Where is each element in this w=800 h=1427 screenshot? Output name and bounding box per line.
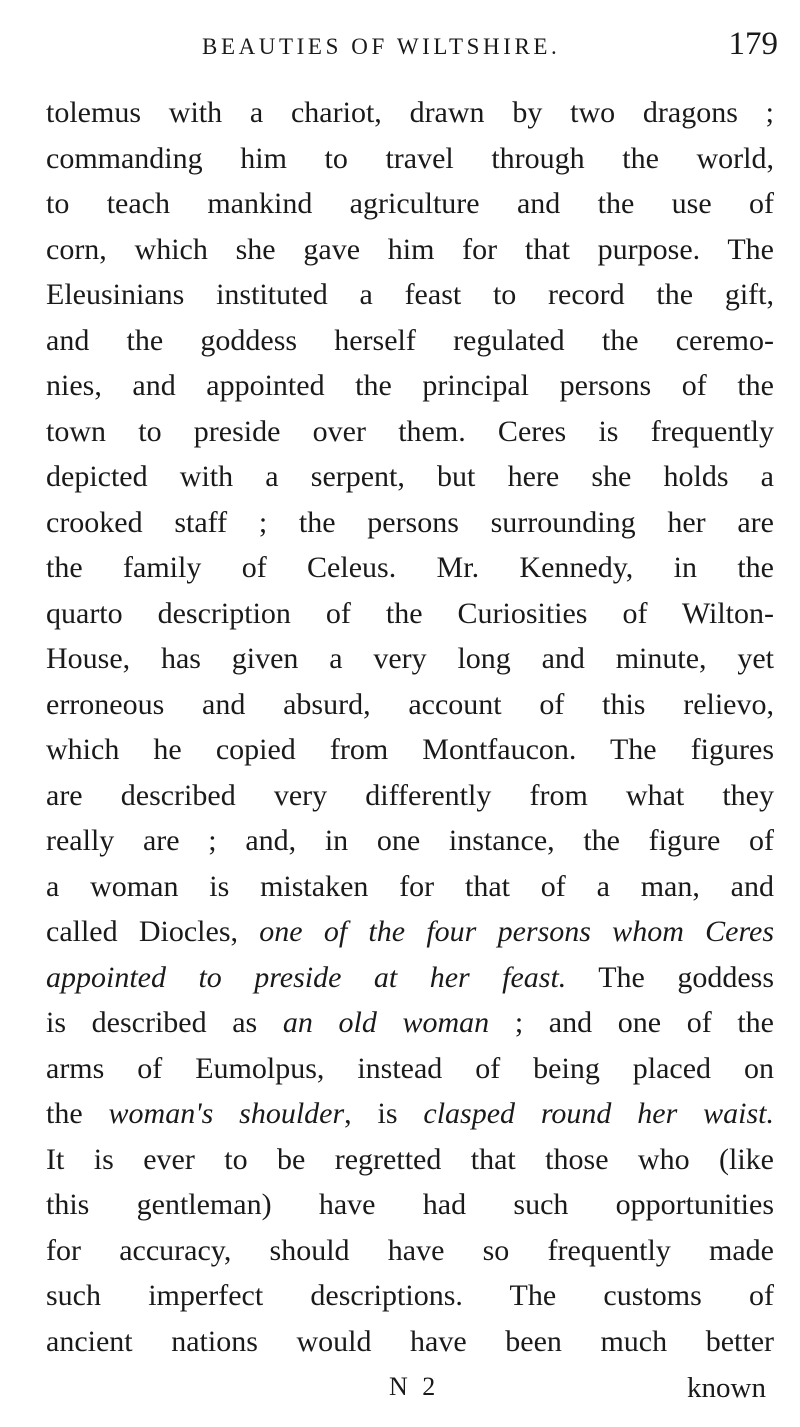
text-line: [46, 363, 774, 409]
italic-text: clasped round her waist.: [423, 1097, 774, 1130]
text-line: [46, 454, 774, 500]
text-segment: for accuracy, should have so frequently made: [46, 1233, 774, 1267]
text-line: [46, 1137, 774, 1183]
text-segment: ancient nations would have been much better: [46, 1324, 774, 1358]
text-line: [46, 909, 774, 955]
italic-text: one of the four persons whom Ceres: [259, 915, 774, 948]
text-segment: commanding him to travel through the world,: [46, 141, 774, 175]
text-segment: is described as: [46, 1006, 283, 1039]
text-segment: , is: [344, 1097, 424, 1130]
text-segment: to teach mankind agriculture and the use of: [46, 187, 774, 220]
page-footer: [46, 1372, 774, 1416]
text-segment: Eleusinians instituted a feast to record the gift,: [46, 278, 774, 311]
text-line: [46, 1091, 774, 1137]
text-line: [46, 727, 774, 773]
text-segment: a woman is mistaken for that of a man, and: [46, 869, 774, 903]
text-segment: really are ; and, in one instance, the figure of: [46, 824, 774, 857]
text-line: [46, 1228, 774, 1274]
text-segment: The goddess: [566, 960, 774, 994]
text-line: [46, 181, 774, 227]
text-segment: quarto description of the Curiosities of Wilton-: [46, 596, 774, 630]
text-segment: tolemus with a chariot, drawn by two dragons ;: [46, 96, 774, 129]
text-segment: depicted with a serpent, but here she holds a: [46, 460, 774, 493]
text-segment: erroneous and absurd, account of this relievo,: [46, 687, 774, 721]
text-segment: corn, which she gave him for that purpose. The: [46, 232, 774, 266]
text-line: [46, 545, 774, 591]
text-segment: town to preside over them. Ceres is frequently: [46, 414, 774, 448]
text-line: [46, 1319, 774, 1365]
text-line: [46, 1000, 774, 1046]
text-segment: this gentleman) have had such opportunities: [46, 1188, 774, 1221]
italic-text: appointed to preside at her feast.: [46, 960, 567, 994]
text-line: [46, 409, 774, 455]
text-segment: which he copied from Montfaucon. The figures: [46, 733, 774, 766]
text-segment: It is ever to be regretted that those who (like: [46, 1142, 774, 1176]
italic-text: an old woman: [282, 1006, 490, 1039]
text-segment: are described very differently from what they: [46, 778, 774, 812]
text-line: [46, 500, 774, 546]
text-segment: the family of Celeus. Mr. Kennedy, in the: [46, 551, 774, 584]
text-line: [46, 227, 774, 273]
text-line: [46, 1046, 774, 1092]
text-line: [46, 864, 774, 910]
text-segment: nies, and appointed the principal persons of the: [46, 369, 774, 402]
signature-mark: N 2: [389, 1372, 440, 1401]
page-number: 179: [728, 26, 778, 62]
text-line: [46, 318, 774, 364]
text-segment: the: [46, 1097, 109, 1130]
text-line: [46, 1273, 774, 1319]
text-segment: and the goddess herself regulated the ceremo-: [46, 323, 774, 357]
catchword: known: [687, 1372, 766, 1404]
text-segment: ; and one of the: [489, 1006, 774, 1039]
text-line: [46, 818, 774, 864]
running-head: [40, 26, 780, 66]
text-segment: such imperfect descriptions. The customs of: [46, 1279, 774, 1312]
text-line: [46, 773, 774, 819]
italic-text: woman's shoulder: [108, 1097, 345, 1130]
text-line: [46, 1182, 774, 1228]
text-line: [46, 955, 774, 1001]
text-segment: arms of Eumolpus, instead of being placed on: [46, 1051, 774, 1085]
text-line: [46, 636, 774, 682]
body-text: [46, 90, 774, 1364]
running-title: BEAUTIES OF WILTSHIRE.: [202, 34, 561, 59]
text-line: [46, 136, 774, 182]
text-segment: House, has given a very long and minute, yet: [46, 642, 774, 675]
text-line: [46, 682, 774, 728]
text-segment: crooked staff ; the persons surrounding her are: [46, 505, 774, 539]
text-line: [46, 591, 774, 637]
text-line: [46, 90, 774, 136]
text-line: [46, 272, 774, 318]
text-segment: called Diocles,: [46, 915, 260, 948]
